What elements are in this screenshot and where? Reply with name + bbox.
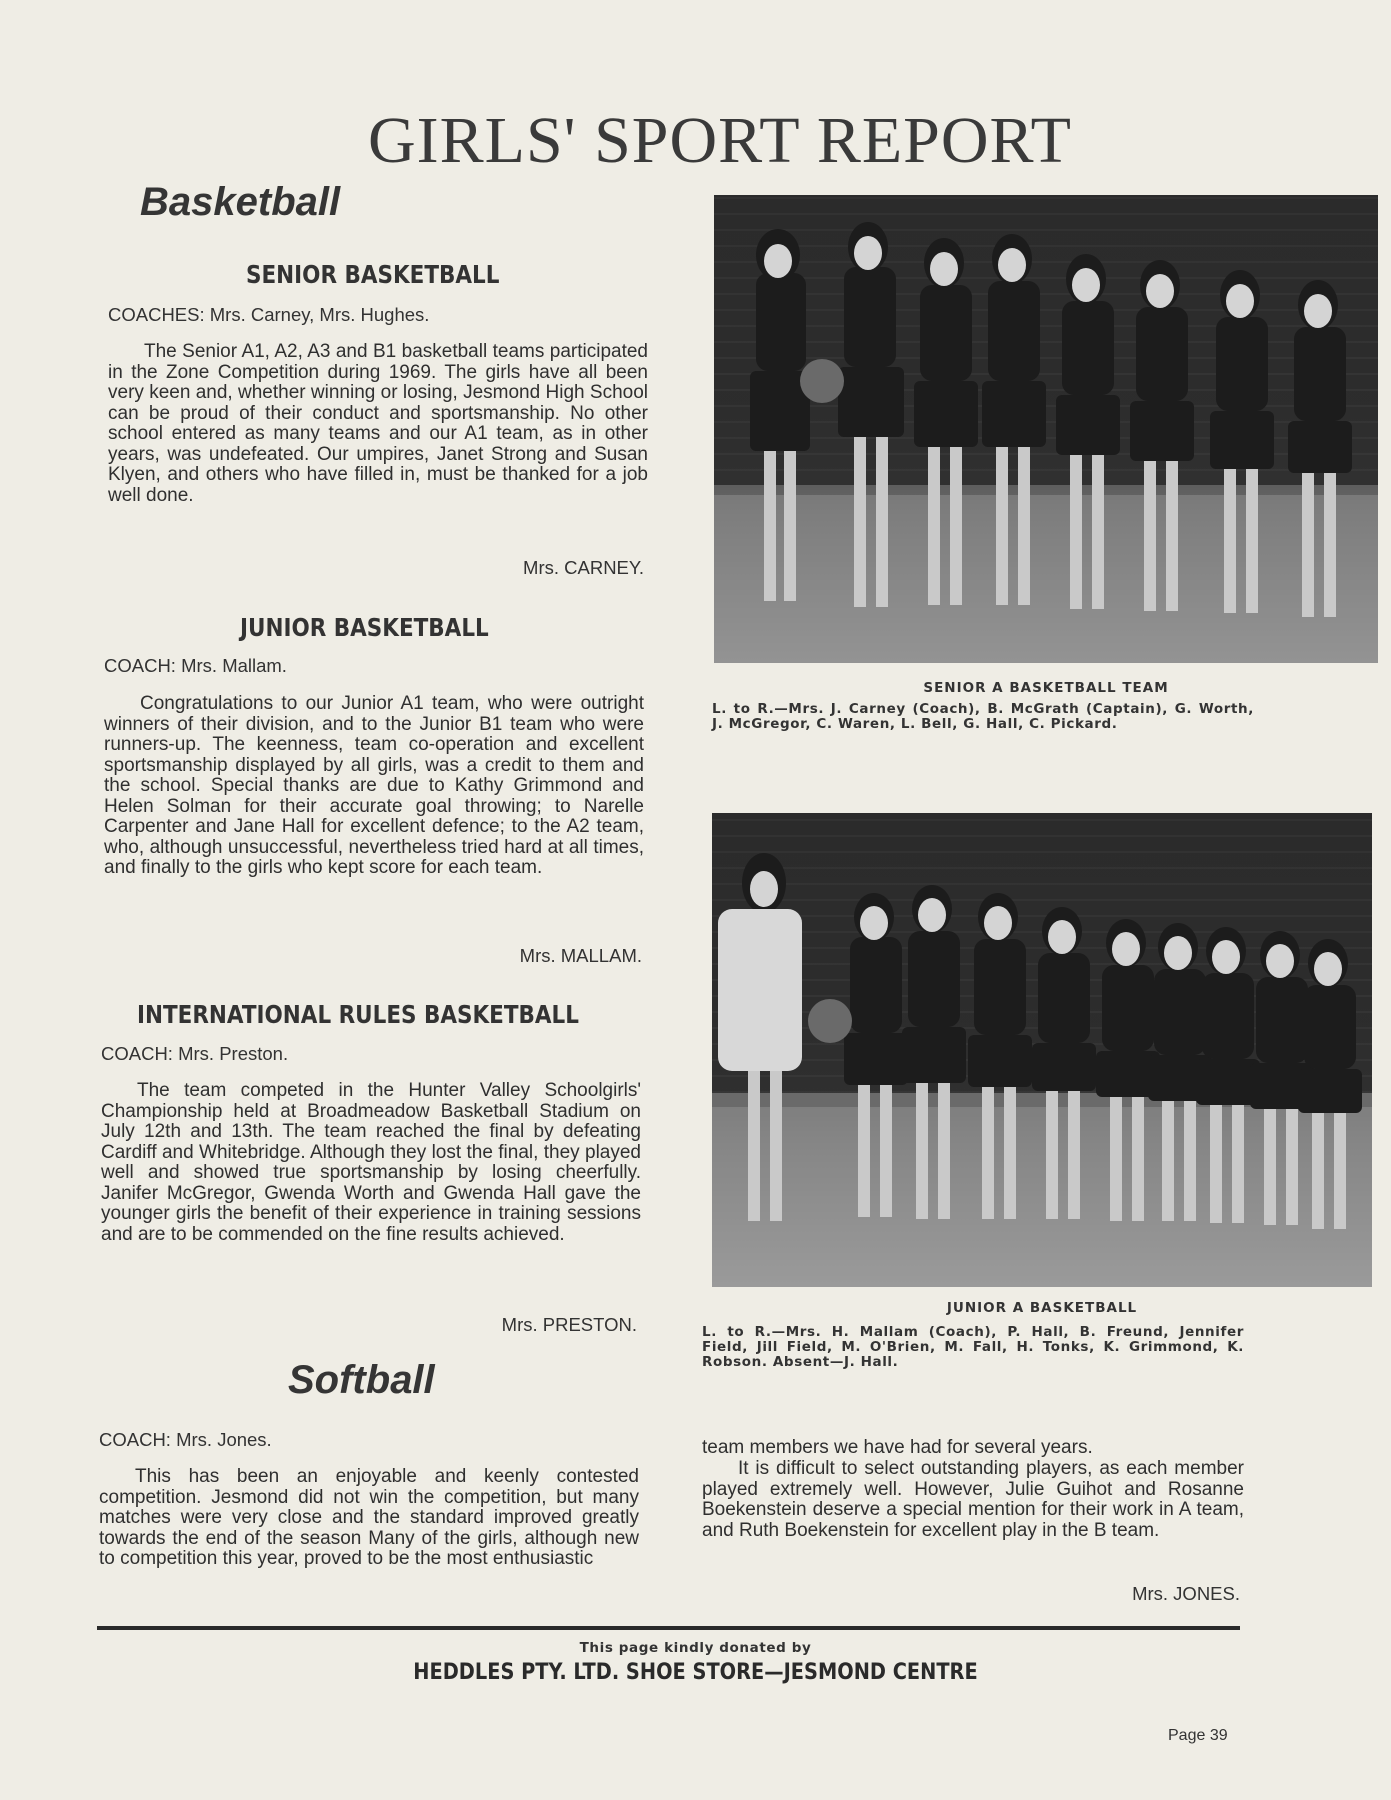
softball-text-col2: It is difficult to select outstanding players, as each member played extremely well. However, Julie Guihot and Rosanne Boekenstein deserve a special mention for their work in A team, and Ruth Boekenstein for excellent play in the B team. — [702, 1458, 1244, 1541]
junior-photo-caption-names: L. to R.—Mrs. H. Mallam (Coach), P. Hall, B. Freund, Jennifer Field, Jill Field, M. O'Brien, M. Fall, H. Tonks, K. Grimmond, K. Robson. Absent—J. Hall. — [702, 1324, 1244, 1370]
senior-photo-caption-title: SENIOR A BASKETBALL TEAM — [923, 680, 1169, 696]
senior-signature: Mrs. CARNEY. — [523, 557, 644, 578]
senior-coaches: COACHES: Mrs. Carney, Mrs. Hughes. — [108, 304, 430, 325]
softball-text-col1: This has been an enjoyable and keenly contested competition. Jesmond did not win the competition, but many matches were very close and the standard improved greatly towards the end of the season Many of the girls, although new to competition this year, proved to be the most enthusiastic — [99, 1466, 639, 1569]
page-title: GIRLS' SPORT REPORT — [368, 104, 1072, 177]
softball-text-continued: team members we have had for several years. — [702, 1437, 1093, 1458]
softball-heading: Softball — [288, 1358, 435, 1402]
basketball-heading: Basketball — [140, 180, 341, 224]
donated-by-text: This page kindly donated by — [579, 1640, 812, 1656]
senior-basketball-text: The Senior A1, A2, A3 and B1 basketball teams participated in the Zone Competition during 1969. The girls have all been very keen and, whether winning or losing, Jesmond High School can be proud of their conduct and sportsmanship. No other school entered as many teams and our A1 team, as in other years, was undefeated. Our umpires, Janet Strong and Susan Klyen, and others who have filled in, must be thanked for a job well done. — [108, 341, 648, 506]
page-number: Page 39 — [1168, 1727, 1228, 1744]
footer-rule — [97, 1626, 1240, 1630]
senior-basketball-subhead: SENIOR BASKETBALL — [246, 260, 500, 289]
international-basketball-text: The team competed in the Hunter Valley Schoolgirls' Championship held at Broadmeadow Basketball Stadium on July 12th and 13th. The team reached the final by defeating Cardiff and Whitebridge. Although they lost the final, they played well and showed true sportsmanship by losing cheerfully. Janifer McGregor, Gwenda Worth and Gwenda Hall gave the younger girls the benefit of their experience in training sessions and are to be commended on the fine results achieved. — [101, 1080, 641, 1245]
softball-coach: COACH: Mrs. Jones. — [99, 1429, 272, 1450]
junior-basketball-subhead: JUNIOR BASKETBALL — [240, 613, 489, 642]
junior-signature: Mrs. MALLAM. — [519, 945, 642, 966]
softball-signature: Mrs. JONES. — [1132, 1583, 1240, 1604]
junior-basketball-text: Congratulations to our Junior A1 team, who were outright winners of their division, and to the Junior B1 team who were runners-up. The keenness, team co-operation and excellent sportsmanship displayed by all girls, was a credit to them and the school. Special thanks are due to Kathy Grimmond and Helen Solman for their accurate goal throwing; to Narelle Carpenter and Jane Hall for excellent defence; to the A2 team, who, although unsuccessful, nevertheless tried hard at all times, and finally to the girls who kept score for each team. — [104, 693, 644, 878]
junior-coach: COACH: Mrs. Mallam. — [104, 655, 287, 676]
junior-team-photo — [712, 813, 1372, 1287]
sponsor-name: HEDDLES PTY. LTD. SHOE STORE—JESMOND CENTRE — [413, 1660, 978, 1685]
international-coach: COACH: Mrs. Preston. — [101, 1043, 289, 1064]
international-basketball-subhead: INTERNATIONAL RULES BASKETBALL — [137, 1000, 579, 1029]
junior-photo-caption-title: JUNIOR A BASKETBALL — [946, 1300, 1138, 1316]
international-signature: Mrs. PRESTON. — [501, 1314, 637, 1335]
senior-photo-caption-names: L. to R.—Mrs. J. Carney (Coach), B. McGrath (Captain), G. Worth, J. McGregor, C. Waren, L. Bell, G. Hall, C. Pickard. — [712, 701, 1254, 732]
senior-team-photo — [714, 195, 1378, 663]
